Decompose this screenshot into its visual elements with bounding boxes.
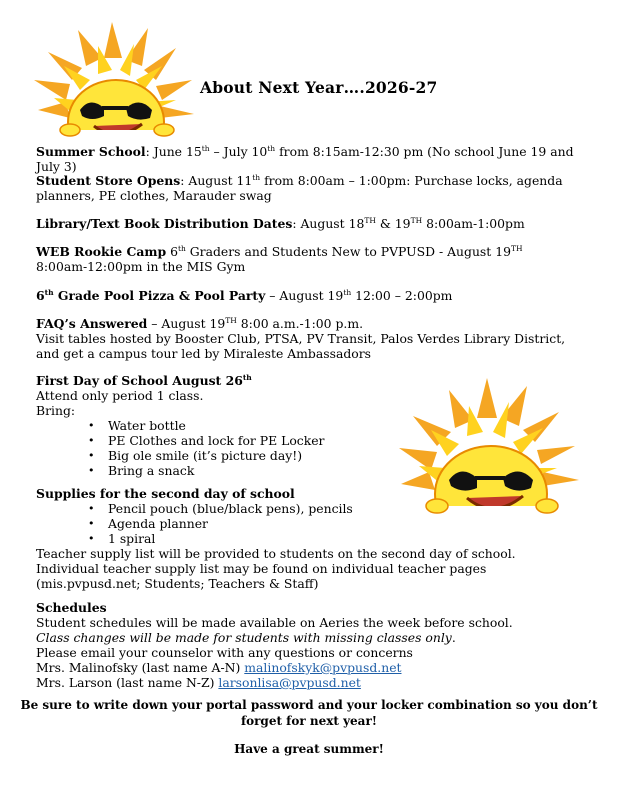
ordinal-suffix: th: [201, 143, 210, 153]
schedules-section: Schedules Student schedules will be made available on Aeries the week before school. Class changes will be made for students with missing classes only. Please email your counselor with any questions or concerns Mrs. Malinofsky (last name A-N) malinofskyk@pvpusd.net Mrs. Larson (last name N-Z) larsonlisa@pvpusd.net: [36, 600, 513, 690]
first-day-period-note: Attend only period 1 class.: [36, 388, 204, 403]
pool-party-label: 6th Grade Pool Pizza & Pool Party: [36, 287, 266, 303]
faq-description: Visit tables hosted by Booster Club, PTSA, PV Transit, Palos Verdes Library District, and get a campus tour led by Miraleste Ambassadors: [36, 331, 566, 361]
schedules-heading: Schedules: [36, 600, 107, 615]
list-item: • PE Clothes and lock for PE Locker: [108, 433, 396, 448]
student-store-section: [36, 173, 591, 203]
student-store-text: from 8:00am – 1:00pm: Purchase locks, agenda planners, PE clothes, Marauder swag: [36, 173, 563, 203]
student-store-text: : August 11: [180, 173, 253, 188]
counselor-name: Mrs. Malinofsky (last name A-N): [36, 660, 245, 675]
web-rookie-camp-text: 6: [166, 244, 178, 259]
library-section: [36, 216, 591, 231]
closing-reminder: Be sure to write down your portal password and your locker combination so you don’t forget for next year!: [20, 698, 598, 728]
bring-label: Bring:: [36, 403, 76, 418]
summer-school-text: from 8:15am-12:30 pm (No school June 19 and July 3): [36, 144, 574, 174]
library-text: : August 18: [292, 216, 365, 231]
list-item: • Big ole smile (it’s picture day!): [108, 448, 396, 463]
sun-clipart-icon: [30, 18, 200, 143]
summer-school-text: : June 15: [145, 144, 202, 159]
counselor-name: Mrs. Larson (last name N-Z): [36, 675, 219, 690]
class-changes-note: Class changes will be made for students with missing classes only: [36, 630, 452, 645]
web-rookie-camp-text: 8:00am-12:00pm in the MIS Gym: [36, 259, 246, 274]
ordinal-suffix: TH: [225, 315, 237, 325]
bring-list: [36, 418, 396, 478]
schedules-text: Student schedules will be made available on Aeries the week before school.: [36, 615, 513, 630]
ordinal-suffix: th: [177, 243, 186, 253]
counselor-email-link[interactable]: malinofskyk@pvpusd.net: [244, 660, 402, 675]
ordinal-suffix: th: [252, 172, 261, 182]
ordinal-suffix: th: [343, 287, 352, 297]
supply-note: Teacher supply list will be provided to students on the second day of school.: [36, 546, 516, 561]
first-day-section: [36, 373, 396, 478]
supplies-heading: Supplies for the second day of school: [36, 486, 295, 501]
supplies-section: [36, 486, 576, 591]
ordinal-suffix: TH: [410, 215, 423, 225]
ordinal-suffix: TH: [364, 215, 376, 225]
student-store-label: Student Store Opens: [36, 173, 181, 188]
library-text: & 19: [375, 216, 411, 231]
ordinal-suffix: TH: [510, 243, 523, 253]
web-rookie-camp-text: Graders and Students New to PVPUSD - August 19: [185, 244, 511, 259]
page-title: About Next Year….2026-27: [200, 78, 438, 97]
faq-section: [36, 316, 591, 361]
faq-label: FAQ’s Answered: [36, 316, 148, 331]
list-item: • 1 spiral: [108, 531, 576, 546]
list-item: • Agenda planner: [108, 516, 576, 531]
web-rookie-camp-section: [36, 244, 591, 274]
closing-farewell: Have a great summer!: [234, 742, 384, 756]
library-label: Library/Text Book Distribution Dates: [36, 216, 293, 231]
pool-party-text: 12:00 – 2:00pm: [351, 288, 453, 303]
pool-party-text: – August 19: [265, 288, 344, 303]
supply-note: Individual teacher supply list may be found on individual teacher pages (mis.pvpusd.net; Students; Teachers & Staff): [36, 561, 487, 591]
pool-party-section: [36, 288, 591, 303]
summer-school-text: – July 10: [209, 144, 268, 159]
ordinal-suffix: th: [267, 143, 276, 153]
schedules-text: Please email your counselor with any questions or concerns: [36, 645, 413, 660]
summer-school-label: Summer School: [36, 144, 146, 159]
faq-text: 8:00 a.m.-1:00 p.m.: [236, 316, 364, 331]
faq-text: – August 19: [147, 316, 226, 331]
summer-school-section: [36, 144, 591, 174]
web-rookie-camp-label: WEB Rookie Camp: [36, 244, 167, 259]
first-day-heading: First Day of School August 26th: [36, 372, 252, 388]
counselor-email-link[interactable]: larsonlisa@pvpusd.net: [218, 675, 361, 690]
supplies-list: [36, 501, 576, 546]
list-item: • Water bottle: [108, 418, 396, 433]
list-item: • Bring a snack: [108, 463, 396, 478]
list-item: • Pencil pouch (blue/black pens), pencils: [108, 501, 576, 516]
library-text: 8:00am-1:00pm: [422, 216, 525, 231]
